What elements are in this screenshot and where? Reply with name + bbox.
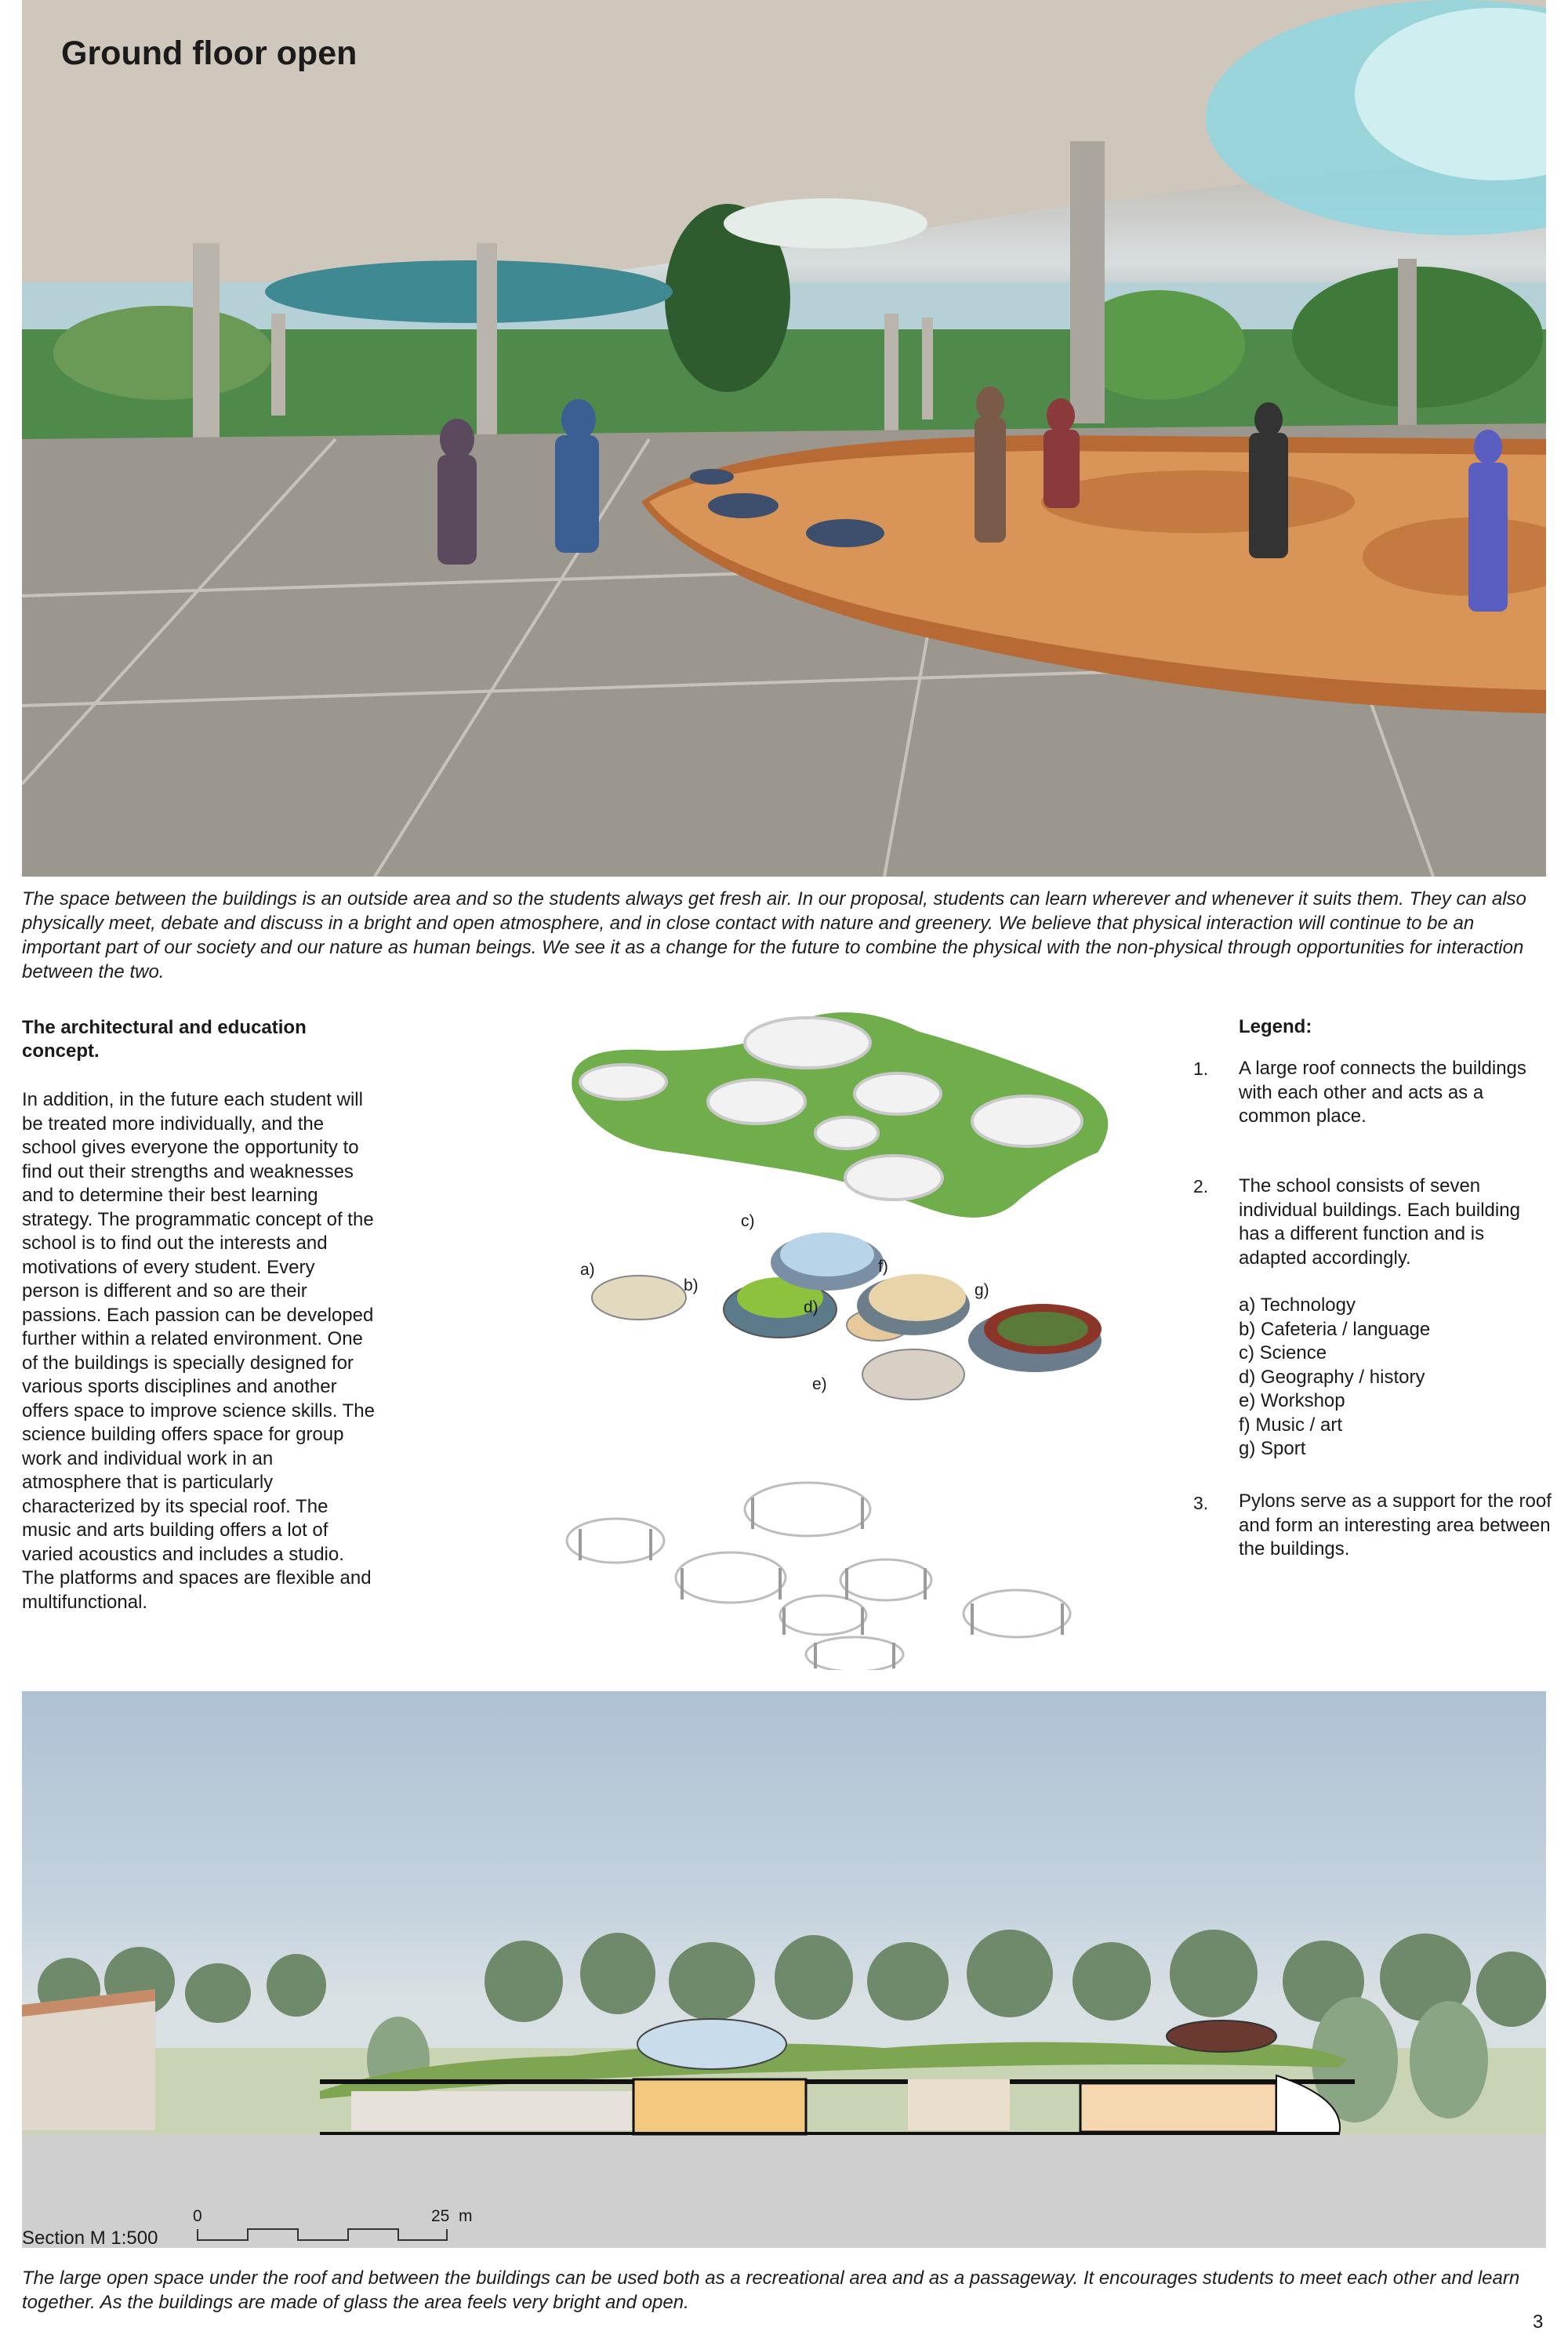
legend-text: A large roof connects the buildings with each other and acts as a common place. [1239,1058,1526,1127]
page-title: Ground floor open [61,34,358,72]
hero-render [22,0,1546,877]
scale-end-label: 25 m [431,2207,473,2225]
building-item: b) Cafeteria / language [1239,1318,1431,1340]
section-illustration [22,1691,1546,2248]
concept-heading: The architectural and education concept. [22,1017,307,1062]
diagram-label-g: g) [975,1281,989,1299]
axonometric-illustration [549,996,1129,1670]
diagram-label-c: c) [741,1212,755,1230]
building-item: e) Workshop [1239,1390,1345,1411]
hero-caption: The space between the buildings is an outside area and so the students always get fresh air. In our proposal, students can learn wherever and whenever it suits them. They can also physically meet, debate and discuss in a bright and open atmosphere, and in close contact with nature and greenery. We believe that physical interaction will continue to be an important part of our society and our nature as human beings. We see it as a change for the future to combine the physical with the non-physical through opportunities for interaction between the two. [22,888,1526,982]
legend-number: 2. [1193,1176,1209,1196]
legend-text: Pylons serve as a support for the roof and form an interesting area between the buildings. [1239,1491,1552,1560]
diagram-label-d: d) [804,1298,818,1316]
diagram-label-f: f) [878,1258,888,1276]
legend-number: 3. [1193,1493,1209,1513]
diagram-label-b: b) [684,1276,699,1294]
scale-bar-graphic [191,2228,458,2243]
building-list [1239,1294,1430,1461]
scale-start-label: 0 [193,2207,202,2225]
building-item: a) Technology [1239,1294,1356,1316]
building-item: g) Sport [1239,1438,1306,1459]
hero-illustration [22,0,1546,877]
building-item: c) Science [1239,1342,1327,1363]
legend-number: 1. [1193,1058,1209,1079]
diagram-label-a: a) [580,1261,595,1279]
section-caption: The large open space under the roof and between the buildings can be used both as a recreational area and as a passageway. It encourages students to meet each other and learn together. As the buildings are made of glass the area feels very bright and open. [22,2268,1520,2313]
concept-body: In addition, in the future each student will be treated more individually, and the school gives everyone the opportunity to find out their strengths and weaknesses and to determine their best learning strategy. The programmatic concept of the school is to find out the interests and motivations of every student. Every person is different and so are their passions. Each passion can be developed further within a related environment. One of the buildings is specially designed for various sports disciplines and another offers space to improve science skills. The science building offers space for group work and individual work in an atmosphere that is particularly characterized by its special roof. The music and arts building offers a lot of varied acoustics and includes a studio. The platforms and spaces are flexible and multifunctional. [22,1089,375,1613]
section-label: Section M 1:500 [22,2228,158,2249]
page-number: 3 [1533,2311,1544,2333]
legend-title: Legend: [1239,1016,1312,1037]
legend-text: The school consists of seven individual buildings. Each building has a different function and is adapted accordingly. [1239,1175,1520,1269]
section-drawing [22,1691,1546,2248]
building-item: d) Geography / history [1239,1366,1425,1388]
building-item: f) Music / art [1239,1414,1343,1436]
axonometric-diagram [549,996,1129,1670]
diagram-label-e: e) [812,1375,827,1393]
